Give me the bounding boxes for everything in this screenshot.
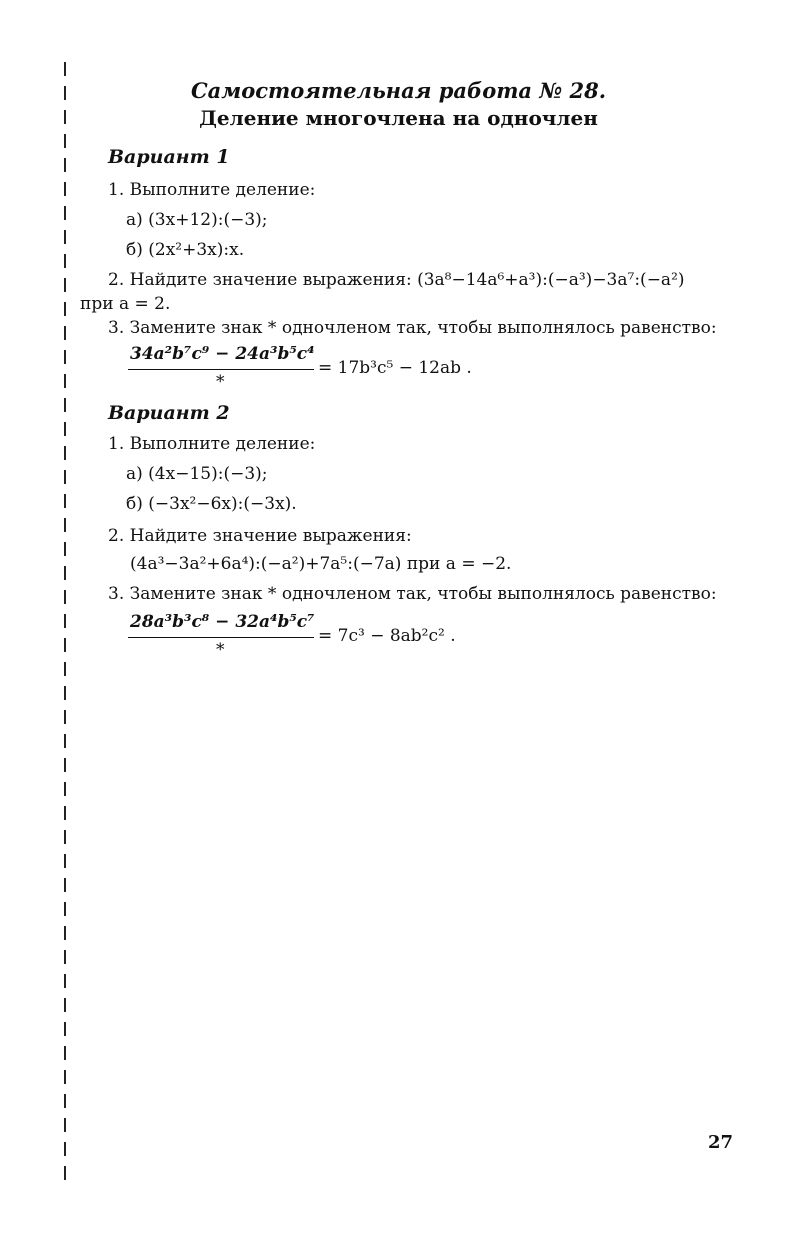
v2-equation-rhs: = 7c³ − 8ab²c² . xyxy=(318,626,456,646)
v1-equation-rhs: = 17b³c⁵ − 12ab . xyxy=(318,358,472,378)
v2-fraction-numerator: 28a³b³c⁸ − 32a⁴b⁵c⁷ xyxy=(130,612,315,632)
v2-task2-expression: (4a³−3a²+6a⁴):(−a²)+7a⁵:(−7a) при a = −2. xyxy=(130,554,512,574)
v2-fraction-bar xyxy=(128,637,314,638)
v1-task2: 2. Найдите значение выражения: (3a⁸−14a⁶+a³):(−a³)−3a⁷:(−a²) xyxy=(108,270,685,290)
work-title: Самостоятельная работа № 28. xyxy=(190,78,607,103)
v2-task3: 3. Замените знак * одночленом так, чтобы выполнялось равенство: xyxy=(108,584,717,604)
v2-task1: 1. Выполните деление: xyxy=(108,434,316,454)
v2-task1a: а) (4x−15):(−3); xyxy=(126,464,268,484)
page-margin-line xyxy=(64,62,66,1182)
v1-task1b: б) (2x²+3x):x. xyxy=(126,240,245,260)
v1-task1a: а) (3x+12):(−3); xyxy=(126,210,268,230)
v1-fraction-bar xyxy=(128,369,314,370)
variant-2-heading: Вариант 2 xyxy=(108,402,230,424)
work-subtitle: Деление многочлена на одночлен xyxy=(199,106,598,130)
v1-fraction-denominator: * xyxy=(216,372,225,392)
v2-fraction-denominator: * xyxy=(216,640,225,660)
variant-1-heading: Вариант 1 xyxy=(108,146,230,168)
v1-task3: 3. Замените знак * одночленом так, чтобы выполнялось равенство: xyxy=(108,318,717,338)
v1-fraction-numerator: 34a²b⁷c⁹ − 24a³b⁵c⁴ xyxy=(130,344,315,364)
v1-task2-continuation: при a = 2. xyxy=(80,294,171,314)
page-number: 27 xyxy=(707,1132,733,1153)
v1-task1: 1. Выполните деление: xyxy=(108,180,316,200)
v2-task1b: б) (−3x²−6x):(−3x). xyxy=(126,494,297,514)
v2-task2: 2. Найдите значение выражения: xyxy=(108,526,412,546)
